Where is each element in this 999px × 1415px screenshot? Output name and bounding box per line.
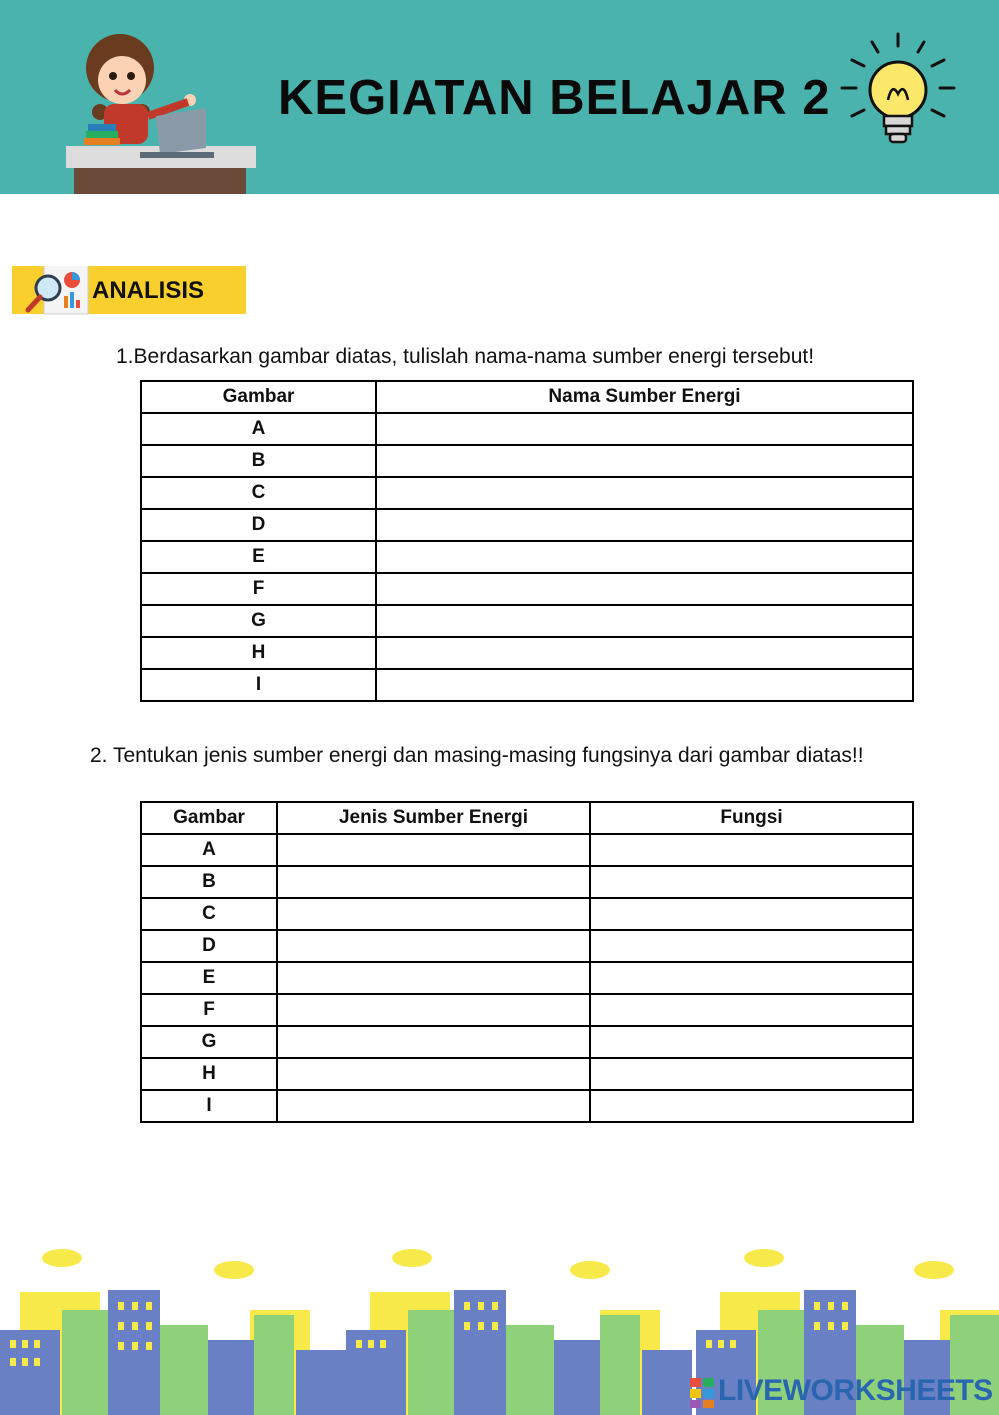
row-label: A xyxy=(141,834,277,866)
section-badge-analisis xyxy=(12,266,246,314)
watermark-text: LIVEWORKSHEETS xyxy=(718,1374,993,1407)
column-header: Gambar xyxy=(141,381,376,413)
table-row xyxy=(141,445,913,477)
table-header-row xyxy=(141,802,913,834)
table-row xyxy=(141,637,913,669)
column-header: Jenis Sumber Energi xyxy=(277,802,590,834)
answer-cell[interactable] xyxy=(376,413,913,445)
column-header: Fungsi xyxy=(590,802,913,834)
fungsi-answer-cell[interactable] xyxy=(590,930,913,962)
answer-cell[interactable] xyxy=(376,541,913,573)
fungsi-answer-cell[interactable] xyxy=(590,994,913,1026)
fungsi-answer-cell[interactable] xyxy=(590,962,913,994)
table-row xyxy=(141,541,913,573)
answer-cell[interactable] xyxy=(376,637,913,669)
analysis-magnifier-icon xyxy=(24,266,90,316)
table-row xyxy=(141,1090,913,1122)
table-row xyxy=(141,605,913,637)
table-row xyxy=(141,1026,913,1058)
jenis-answer-cell[interactable] xyxy=(277,866,590,898)
fungsi-answer-cell[interactable] xyxy=(590,1026,913,1058)
row-label: D xyxy=(141,930,277,962)
row-label: I xyxy=(141,669,376,701)
page-title: KEGIATAN BELAJAR 2 xyxy=(278,71,831,125)
row-label: B xyxy=(141,866,277,898)
answer-cell[interactable] xyxy=(376,477,913,509)
table-row xyxy=(141,1058,913,1090)
table-row xyxy=(141,898,913,930)
row-label: B xyxy=(141,445,376,477)
answer-cell[interactable] xyxy=(376,573,913,605)
jenis-answer-cell[interactable] xyxy=(277,1026,590,1058)
column-header: Gambar xyxy=(141,802,277,834)
jenis-answer-cell[interactable] xyxy=(277,834,590,866)
question-1-number: 1. xyxy=(116,345,134,368)
liveworksheets-watermark xyxy=(690,1370,993,1410)
answer-cell[interactable] xyxy=(376,445,913,477)
jenis-answer-cell[interactable] xyxy=(277,1058,590,1090)
row-label: G xyxy=(141,1026,277,1058)
table-row xyxy=(141,413,913,445)
table-row xyxy=(141,573,913,605)
row-label: I xyxy=(141,1090,277,1122)
table-row xyxy=(141,834,913,866)
question-1-text: Berdasarkan gambar diatas, tulislah nama-nama sumber energi tersebut! xyxy=(133,345,815,368)
row-label: E xyxy=(141,541,376,573)
jenis-answer-cell[interactable] xyxy=(277,898,590,930)
row-label: D xyxy=(141,509,376,541)
fungsi-answer-cell[interactable] xyxy=(590,898,913,930)
table-row xyxy=(141,962,913,994)
answer-table-1 xyxy=(140,380,914,702)
jenis-answer-cell[interactable] xyxy=(277,1090,590,1122)
row-label: C xyxy=(141,898,277,930)
girl-laptop-illustration xyxy=(60,20,260,194)
jenis-answer-cell[interactable] xyxy=(277,930,590,962)
fungsi-answer-cell[interactable] xyxy=(590,1090,913,1122)
row-label: A xyxy=(141,413,376,445)
fungsi-answer-cell[interactable] xyxy=(590,1058,913,1090)
table-row xyxy=(141,669,913,701)
question-1 xyxy=(116,345,814,369)
lightbulb-icon xyxy=(836,30,961,155)
answer-table-2 xyxy=(140,801,914,1123)
answer-cell[interactable] xyxy=(376,605,913,637)
fungsi-answer-cell[interactable] xyxy=(590,834,913,866)
question-2-text: 2. Tentukan jenis sumber energi dan masing-masing fungsinya dari gambar diatas!! xyxy=(90,744,864,767)
column-header: Nama Sumber Energi xyxy=(376,381,913,413)
liveworksheets-logo-icon xyxy=(690,1378,716,1408)
answer-cell[interactable] xyxy=(376,509,913,541)
jenis-answer-cell[interactable] xyxy=(277,962,590,994)
table-row xyxy=(141,477,913,509)
header-banner xyxy=(0,0,999,194)
row-label: F xyxy=(141,573,376,605)
row-label: F xyxy=(141,994,277,1026)
row-label: C xyxy=(141,477,376,509)
table-row xyxy=(141,509,913,541)
fungsi-answer-cell[interactable] xyxy=(590,866,913,898)
table-row xyxy=(141,994,913,1026)
jenis-answer-cell[interactable] xyxy=(277,994,590,1026)
section-label: ANALISIS xyxy=(92,277,205,304)
answer-cell[interactable] xyxy=(376,669,913,701)
row-label: H xyxy=(141,637,376,669)
table-header-row xyxy=(141,381,913,413)
row-label: H xyxy=(141,1058,277,1090)
row-label: E xyxy=(141,962,277,994)
table-row xyxy=(141,930,913,962)
row-label: G xyxy=(141,605,376,637)
table-row xyxy=(141,866,913,898)
